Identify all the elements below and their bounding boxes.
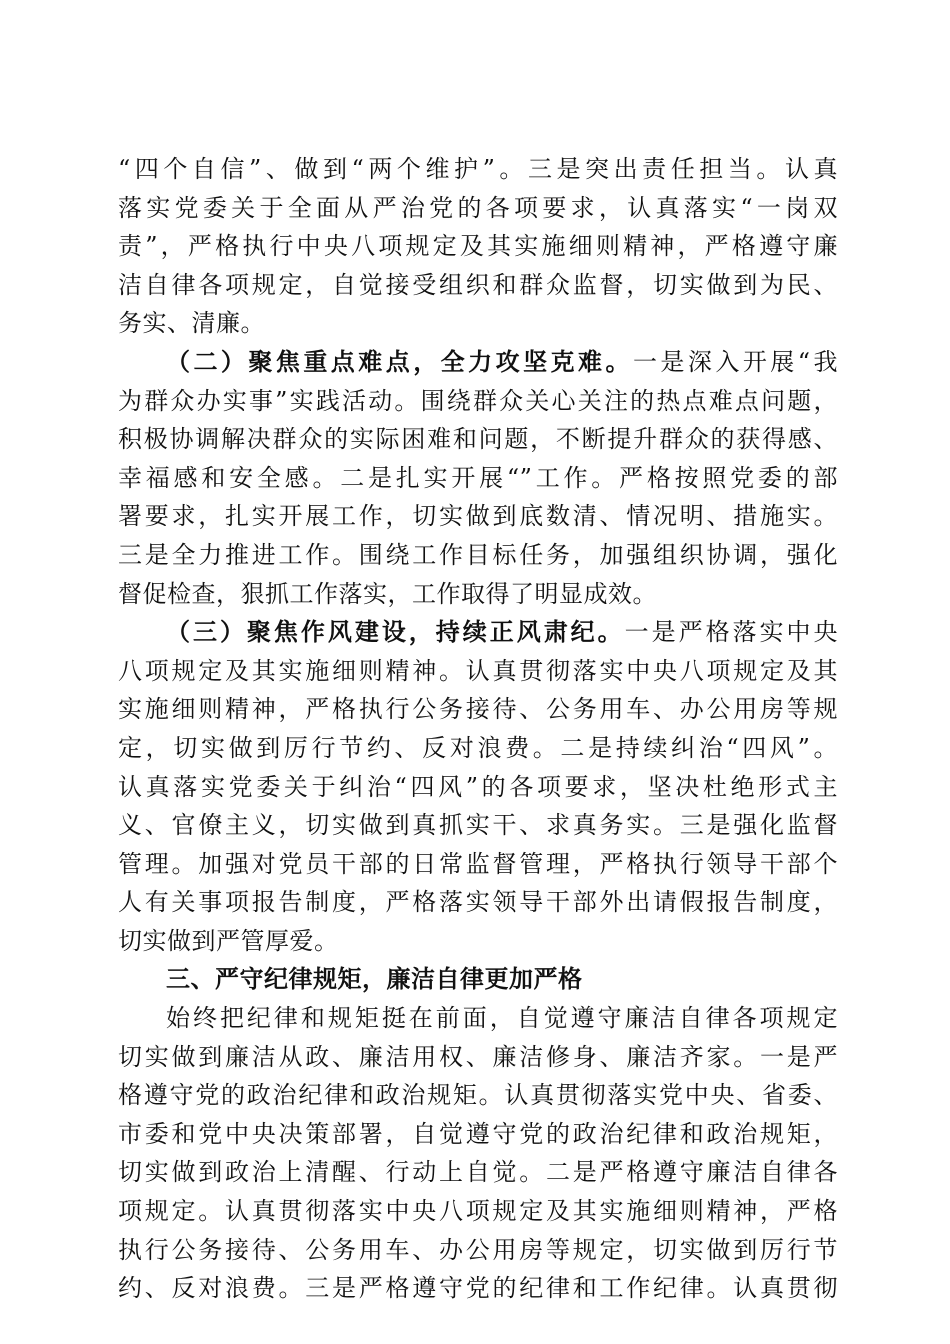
text-line: 执行公务接待、公务用车、办公用房等规定，切实做到厉行节 [118,1235,838,1264]
text-line: 三是全力推进工作。围绕工作目标任务，加强组织协调，强化 [118,540,838,569]
text-line: 积极协调解决群众的实际困难和问题，不断提升群众的获得感、 [118,425,838,454]
text-line: 八项规定及其实施细则精神。认真贯彻落实中央八项规定及其 [118,656,838,685]
paragraph-first-line [118,343,838,382]
text-line: 切实做到政治上清醒、行动上自觉。二是严格遵守廉洁自律各 [118,1158,838,1187]
text-line: 约、反对浪费。三是严格遵守党的纪律和工作纪律。认真贯彻 [118,1274,838,1303]
text-line: “四个自信”、做到“两个维护”。三是突出责任担当。认真 [118,155,838,183]
text-line: 人有关事项报告制度，严格落实领导干部外出请假报告制度， [118,888,838,917]
paragraph-first-line: 始终把纪律和规矩挺在前面，自觉遵守廉洁自律各项规定 [166,1004,838,1033]
text-line: 实施细则精神，严格执行公务接待、公务用车、办公用房等规 [118,695,838,724]
subsection-heading: （二）聚焦重点难点，全力攻坚克难。 [166,346,633,376]
text-line: 切实做到严管厚爱。 [118,926,339,955]
text-line: 项规定。认真贯彻落实中央八项规定及其实施细则精神，严格 [118,1197,838,1226]
section-heading: 三、严守纪律规矩，廉洁自律更加严格 [166,965,583,994]
text-line: 认真落实党委关于纠治“四风”的各项要求，坚决杜绝形式主 [118,772,838,801]
text-line: 管理。加强对党员干部的日常监督管理，严格执行领导干部个 [118,849,838,878]
text-line: 督促检查，狠抓工作落实，工作取得了明显成效。 [118,579,657,608]
paragraph-first-line [118,613,838,652]
text-line: 务实、清廉。 [118,309,265,338]
text-line: 为群众办实事”实践活动。围绕群众关心关注的热点难点问题， [118,386,838,415]
text-line: 市委和党中央决策部署，自觉遵守党的政治纪律和政治规矩， [118,1119,838,1148]
text-line: 定，切实做到厉行节约、反对浪费。二是持续纠治“四风”。 [118,733,838,762]
text-line: 幸福感和安全感。二是扎实开展“”工作。严格按照党委的部 [118,463,838,492]
text-line: 义、官僚主义，切实做到真抓实干、求真务实。三是强化监督 [118,811,838,840]
text-line: 洁自律各项规定，自觉接受组织和群众监督，切实做到为民、 [118,270,838,299]
text-line: 落实党委关于全面从严治党的各项要求，认真落实“一岗双 [118,193,838,222]
text-line: 格遵守党的政治纪律和政治规矩。认真贯彻落实党中央、省委、 [118,1081,838,1110]
text-line: 切实做到廉洁从政、廉洁用权、廉洁修身、廉洁齐家。一是严 [118,1042,838,1071]
text-span: 一是严格落实中央 [624,618,839,647]
text-line: 署要求，扎实开展工作，切实做到底数清、情况明、措施实。 [118,502,838,531]
subsection-heading: （三）聚焦作风建设，持续正风肃纪。 [166,617,625,647]
document-body [118,150,838,1308]
text-span: 一是深入开展“我 [632,347,838,376]
text-line: 责”，严格执行中央八项规定及其实施细则精神，严格遵守廉 [118,232,838,261]
